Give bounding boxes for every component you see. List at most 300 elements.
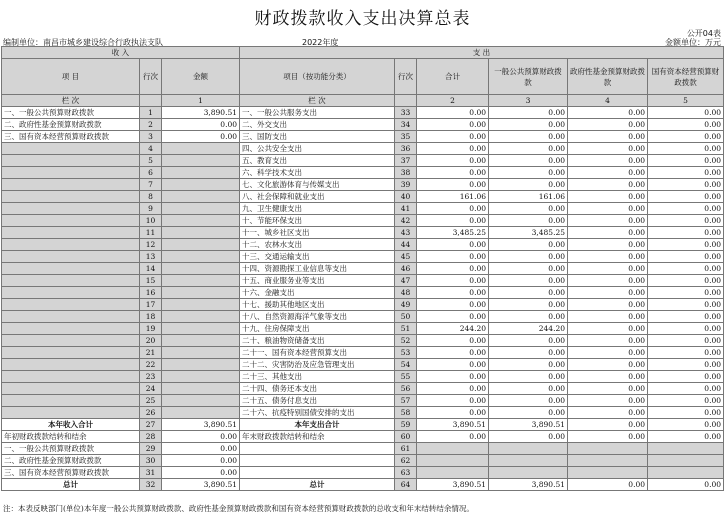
- income-amount: [162, 359, 240, 371]
- expense-general: 0.00: [489, 203, 568, 215]
- income-item: [2, 179, 140, 191]
- table-row: [2, 335, 724, 347]
- income-row-no: 21: [140, 347, 162, 359]
- state-capital-header: 国有资本经营预算财政拨款: [648, 59, 724, 95]
- expense-state: 0.00: [648, 299, 724, 311]
- expense-general: 0.00: [489, 347, 568, 359]
- header-row-2: [2, 59, 724, 95]
- income-amount: 0.00: [162, 443, 240, 455]
- expense-total: 0.00: [417, 335, 489, 347]
- income-item: [2, 167, 140, 179]
- income-item: 总计: [2, 479, 140, 491]
- income-item: [2, 407, 140, 419]
- carryover-row: [2, 431, 724, 443]
- expense-row-no: 52: [395, 335, 417, 347]
- expense-total: 0.00: [417, 167, 489, 179]
- income-amount: [162, 167, 240, 179]
- expense-row-no: 50: [395, 311, 417, 323]
- income-row-no: 3: [140, 131, 162, 143]
- expense-general: 0.00: [489, 131, 568, 143]
- expense-state: 0.00: [648, 191, 724, 203]
- income-amount: [162, 407, 240, 419]
- income-item: [2, 215, 140, 227]
- expense-row-no: 59: [395, 419, 417, 431]
- income-item: 一、一般公共预算财政拨款: [2, 107, 140, 119]
- expense-general: 0.00: [489, 107, 568, 119]
- expense-item: 十五、商业服务业等支出: [240, 275, 395, 287]
- table-row: [2, 359, 724, 371]
- expense-item: 九、卫生健康支出: [240, 203, 395, 215]
- table-row: [2, 251, 724, 263]
- income-row-no: 7: [140, 179, 162, 191]
- income-amount: [162, 323, 240, 335]
- expense-state: 0.00: [648, 407, 724, 419]
- income-item: [2, 311, 140, 323]
- expense-item: 二十二、灾害防治及应急管理支出: [240, 359, 395, 371]
- expense-general: 161.06: [489, 191, 568, 203]
- income-item: [2, 347, 140, 359]
- expense-general: 0.00: [489, 359, 568, 371]
- income-amount: 0.00: [162, 131, 240, 143]
- income-row-no: 14: [140, 263, 162, 275]
- expense-row-no: 41: [395, 203, 417, 215]
- expense-item: 二十三、其他支出: [240, 371, 395, 383]
- table-row: [2, 155, 724, 167]
- income-row-no: 29: [140, 443, 162, 455]
- expense-total: 0.00: [417, 371, 489, 383]
- income-row-no: 2: [140, 119, 162, 131]
- carryover-sub-row: [2, 443, 724, 455]
- income-row-no: 5: [140, 155, 162, 167]
- expense-row-no: 44: [395, 239, 417, 251]
- expense-total: 0.00: [417, 359, 489, 371]
- expense-state: 0.00: [648, 347, 724, 359]
- income-amount: [162, 275, 240, 287]
- column-index: 5: [648, 95, 724, 107]
- expense-general: 0.00: [489, 311, 568, 323]
- expense-fund: 0.00: [568, 479, 648, 491]
- expense-state: 0.00: [648, 479, 724, 491]
- column-index: 4: [568, 95, 648, 107]
- expense-row-no: 55: [395, 371, 417, 383]
- table-row: [2, 383, 724, 395]
- income-amount: 0.00: [162, 119, 240, 131]
- expense-state: 0.00: [648, 107, 724, 119]
- expense-total: 0.00: [417, 239, 489, 251]
- income-row-no: 10: [140, 215, 162, 227]
- expense-row-no: 54: [395, 359, 417, 371]
- expense-state: 0.00: [648, 251, 724, 263]
- income-item: 本年收入合计: [2, 419, 140, 431]
- table-row: [2, 191, 724, 203]
- expense-row-no: 47: [395, 275, 417, 287]
- expense-item: [240, 467, 395, 479]
- table-row: [2, 275, 724, 287]
- income-row-no: 23: [140, 371, 162, 383]
- expense-item: 总计: [240, 479, 395, 491]
- expense-general: 0.00: [489, 299, 568, 311]
- expense-fund: 0.00: [568, 203, 648, 215]
- footnote: 注：本表反映部门(单位)本年度一般公共预算财政拨款、政府性基金预算财政拨款和国有资本经营预算财政拨款的总收支和年末结转结余情况。: [3, 504, 474, 513]
- amount-header: 金额: [162, 59, 240, 95]
- income-row-no: 12: [140, 239, 162, 251]
- expense-state: 0.00: [648, 119, 724, 131]
- income-amount: [162, 251, 240, 263]
- expense-state: 0.00: [648, 167, 724, 179]
- expense-general: 0.00: [489, 239, 568, 251]
- column-label: 栏 次: [240, 95, 395, 107]
- expense-general: 0.00: [489, 407, 568, 419]
- expense-state: 0.00: [648, 359, 724, 371]
- income-amount: [162, 143, 240, 155]
- income-item: 一、一般公共预算财政拨款: [2, 443, 140, 455]
- income-row-no: 17: [140, 299, 162, 311]
- income-row-no: 6: [140, 167, 162, 179]
- expense-item: 二十六、抗疫特别国债安排的支出: [240, 407, 395, 419]
- expense-general: [489, 443, 568, 455]
- expense-row-no: 61: [395, 443, 417, 455]
- income-row-no: 4: [140, 143, 162, 155]
- expense-row-no: 51: [395, 323, 417, 335]
- table-row: [2, 347, 724, 359]
- expense-row-no: 64: [395, 479, 417, 491]
- expense-fund: [568, 467, 648, 479]
- income-item: [2, 227, 140, 239]
- income-amount: 3,890.51: [162, 419, 240, 431]
- table-row: [2, 311, 724, 323]
- expense-general: 3,890.51: [489, 419, 568, 431]
- table-row: [2, 263, 724, 275]
- expense-fund: 0.00: [568, 347, 648, 359]
- expense-total: 0.00: [417, 407, 489, 419]
- expense-header: 支 出: [240, 47, 724, 59]
- expense-item: 十九、住房保障支出: [240, 323, 395, 335]
- expense-row-no: 36: [395, 143, 417, 155]
- income-amount: 0.00: [162, 467, 240, 479]
- expense-fund: 0.00: [568, 167, 648, 179]
- expense-state: 0.00: [648, 239, 724, 251]
- expense-total: 3,890.51: [417, 479, 489, 491]
- income-header: 收 入: [2, 47, 240, 59]
- expense-general: 0.00: [489, 395, 568, 407]
- row-no-header: 行次: [140, 59, 162, 95]
- expense-row-no: 48: [395, 287, 417, 299]
- unit-label: 编制单位：南昌市城乡建设综合行政执法支队: [3, 38, 163, 47]
- expense-state: 0.00: [648, 395, 724, 407]
- column-index: [140, 95, 162, 107]
- column-index: 1: [162, 95, 240, 107]
- table-row: [2, 299, 724, 311]
- expense-fund: 0.00: [568, 359, 648, 371]
- expense-fund: 0.00: [568, 431, 648, 443]
- expense-state: 0.00: [648, 263, 724, 275]
- column-index-row: [2, 95, 724, 107]
- expense-total: [417, 443, 489, 455]
- carryover-sub-row: [2, 467, 724, 479]
- table-row: [2, 323, 724, 335]
- income-row-no: 13: [140, 251, 162, 263]
- income-row-no: 20: [140, 335, 162, 347]
- expense-total: 0.00: [417, 155, 489, 167]
- expense-state: 0.00: [648, 215, 724, 227]
- expense-row-no: 43: [395, 227, 417, 239]
- expense-total: 0.00: [417, 275, 489, 287]
- income-row-no: 32: [140, 479, 162, 491]
- expense-fund: 0.00: [568, 299, 648, 311]
- income-amount: [162, 371, 240, 383]
- expense-fund: 0.00: [568, 131, 648, 143]
- expense-fund: 0.00: [568, 323, 648, 335]
- expense-general: 3,485.25: [489, 227, 568, 239]
- income-item: [2, 287, 140, 299]
- expense-total: 3,485.25: [417, 227, 489, 239]
- income-amount: [162, 335, 240, 347]
- income-amount: [162, 203, 240, 215]
- income-item: [2, 263, 140, 275]
- income-item: [2, 143, 140, 155]
- income-amount: [162, 395, 240, 407]
- report-year: 2022年度: [302, 38, 339, 47]
- expense-item: 五、教育支出: [240, 155, 395, 167]
- func-item-header: 项目（按功能分类）: [240, 59, 395, 95]
- expense-row-no: 58: [395, 407, 417, 419]
- expense-item: 十一、城乡社区支出: [240, 227, 395, 239]
- expense-state: 0.00: [648, 287, 724, 299]
- expense-row-no: 40: [395, 191, 417, 203]
- expense-total: 0.00: [417, 347, 489, 359]
- income-item: [2, 203, 140, 215]
- expense-state: 0.00: [648, 275, 724, 287]
- income-item: [2, 323, 140, 335]
- expense-total: 0.00: [417, 203, 489, 215]
- general-budget-header: 一般公共预算财政拨款: [489, 59, 568, 95]
- expense-state: 0.00: [648, 131, 724, 143]
- income-amount: [162, 179, 240, 191]
- expense-row-no: 46: [395, 263, 417, 275]
- expense-item: 三、国防支出: [240, 131, 395, 143]
- expense-state: 0.00: [648, 143, 724, 155]
- income-item: [2, 335, 140, 347]
- expense-general: 0.00: [489, 431, 568, 443]
- expense-item: 二十、粮油物资储备支出: [240, 335, 395, 347]
- expense-item: 十四、资源勘探工业信息等支出: [240, 263, 395, 275]
- expense-item: 二十四、债务还本支出: [240, 383, 395, 395]
- expense-general: 0.00: [489, 263, 568, 275]
- table-row: [2, 407, 724, 419]
- item-header: 项 目: [2, 59, 140, 95]
- expense-general: 0.00: [489, 167, 568, 179]
- expense-total: [417, 455, 489, 467]
- expense-row-no: 35: [395, 131, 417, 143]
- expense-state: 0.00: [648, 371, 724, 383]
- income-amount: 0.00: [162, 455, 240, 467]
- income-row-no: 15: [140, 275, 162, 287]
- income-row-no: 19: [140, 323, 162, 335]
- income-row-no: 18: [140, 311, 162, 323]
- expense-total: 161.06: [417, 191, 489, 203]
- expense-row-no: 45: [395, 251, 417, 263]
- expense-state: [648, 467, 724, 479]
- expense-general: 0.00: [489, 287, 568, 299]
- total-header: 合计: [417, 59, 489, 95]
- expense-item: 二、外交支出: [240, 119, 395, 131]
- expense-fund: 0.00: [568, 275, 648, 287]
- carryover-sub-row: [2, 455, 724, 467]
- expense-row-no: 62: [395, 455, 417, 467]
- income-row-no: 27: [140, 419, 162, 431]
- expense-row-no: 37: [395, 155, 417, 167]
- expense-total: 0.00: [417, 287, 489, 299]
- grand-total-row: [2, 479, 724, 491]
- expense-fund: 0.00: [568, 407, 648, 419]
- expense-total: 0.00: [417, 251, 489, 263]
- expense-fund: 0.00: [568, 119, 648, 131]
- expense-row-no: 39: [395, 179, 417, 191]
- expense-item: 十八、自然资源海洋气象等支出: [240, 311, 395, 323]
- expense-item: [240, 455, 395, 467]
- table-row: [2, 395, 724, 407]
- expense-item: 四、公共安全支出: [240, 143, 395, 155]
- income-row-no: 31: [140, 467, 162, 479]
- expense-row-no: 60: [395, 431, 417, 443]
- income-amount: [162, 215, 240, 227]
- expense-total: 0.00: [417, 143, 489, 155]
- expense-fund: 0.00: [568, 143, 648, 155]
- expense-general: [489, 467, 568, 479]
- expense-total: 0.00: [417, 107, 489, 119]
- column-index: [395, 95, 417, 107]
- expense-general: 0.00: [489, 215, 568, 227]
- form-code: 公开04表: [686, 29, 721, 38]
- expense-total: 0.00: [417, 119, 489, 131]
- table-row: [2, 143, 724, 155]
- expense-total: 0.00: [417, 395, 489, 407]
- expense-row-no: 34: [395, 119, 417, 131]
- income-item: [2, 239, 140, 251]
- expense-state: [648, 443, 724, 455]
- expense-fund: 0.00: [568, 263, 648, 275]
- income-item: [2, 359, 140, 371]
- expense-general: 3,890.51: [489, 479, 568, 491]
- expense-total: 244.20: [417, 323, 489, 335]
- expense-state: 0.00: [648, 179, 724, 191]
- income-item: [2, 383, 140, 395]
- expense-general: 0.00: [489, 383, 568, 395]
- expense-fund: 0.00: [568, 371, 648, 383]
- income-item: 二、政府性基金预算财政拨款: [2, 119, 140, 131]
- expense-state: 0.00: [648, 323, 724, 335]
- expense-general: 0.00: [489, 155, 568, 167]
- expense-general: 0.00: [489, 275, 568, 287]
- income-item: [2, 299, 140, 311]
- expense-item: 一、一般公共服务支出: [240, 107, 395, 119]
- expense-fund: 0.00: [568, 335, 648, 347]
- income-row-no: 26: [140, 407, 162, 419]
- income-amount: [162, 299, 240, 311]
- table-row: [2, 203, 724, 215]
- expense-fund: 0.00: [568, 239, 648, 251]
- income-item: 三、国有资本经营预算财政拨款: [2, 131, 140, 143]
- table-row: [2, 371, 724, 383]
- header-row-1: [2, 47, 724, 59]
- expense-state: 0.00: [648, 155, 724, 167]
- budget-summary-table: [1, 46, 724, 491]
- expense-general: 0.00: [489, 251, 568, 263]
- table-row: [2, 107, 724, 119]
- expense-fund: [568, 455, 648, 467]
- expense-total: 3,890.51: [417, 419, 489, 431]
- expense-general: 244.20: [489, 323, 568, 335]
- expense-fund: [568, 443, 648, 455]
- expense-item: 七、文化旅游体育与传媒支出: [240, 179, 395, 191]
- income-amount: [162, 155, 240, 167]
- income-amount: [162, 227, 240, 239]
- expense-item: 十七、援助其他地区支出: [240, 299, 395, 311]
- expense-item: 十二、农林水支出: [240, 239, 395, 251]
- income-row-no: 25: [140, 395, 162, 407]
- expense-item: 二十五、债务付息支出: [240, 395, 395, 407]
- income-row-no: 11: [140, 227, 162, 239]
- expense-fund: 0.00: [568, 311, 648, 323]
- expense-fund: 0.00: [568, 395, 648, 407]
- expense-row-no: 53: [395, 347, 417, 359]
- income-amount: [162, 263, 240, 275]
- expense-row-no: 49: [395, 299, 417, 311]
- expense-row-no: 57: [395, 395, 417, 407]
- income-amount: [162, 287, 240, 299]
- income-item: 二、政府性基金预算财政拨款: [2, 455, 140, 467]
- report-title: 财政拨款收入支出决算总表: [254, 9, 471, 29]
- income-item: [2, 155, 140, 167]
- income-item: 三、国有资本经营预算财政拨款: [2, 467, 140, 479]
- expense-fund: 0.00: [568, 419, 648, 431]
- expense-total: 0.00: [417, 311, 489, 323]
- income-item: [2, 371, 140, 383]
- table-row: [2, 119, 724, 131]
- expense-general: 0.00: [489, 143, 568, 155]
- income-amount: 3,890.51: [162, 107, 240, 119]
- expense-total: 0.00: [417, 179, 489, 191]
- expense-general: 0.00: [489, 371, 568, 383]
- expense-item: 六、科学技术支出: [240, 167, 395, 179]
- column-label: 栏 次: [2, 95, 140, 107]
- expense-item: 十六、金融支出: [240, 287, 395, 299]
- table-row: [2, 287, 724, 299]
- income-item: [2, 251, 140, 263]
- year-total-row: [2, 419, 724, 431]
- income-item: [2, 191, 140, 203]
- income-row-no: 9: [140, 203, 162, 215]
- expense-general: [489, 455, 568, 467]
- expense-row-no: 42: [395, 215, 417, 227]
- income-row-no: 28: [140, 431, 162, 443]
- income-item: 年初财政拨款结转和结余: [2, 431, 140, 443]
- income-amount: [162, 347, 240, 359]
- expense-item: 十三、交通运输支出: [240, 251, 395, 263]
- table-row: [2, 167, 724, 179]
- income-amount: [162, 311, 240, 323]
- income-row-no: 22: [140, 359, 162, 371]
- income-amount: 3,890.51: [162, 479, 240, 491]
- expense-general: 0.00: [489, 119, 568, 131]
- column-index: 3: [489, 95, 568, 107]
- table-row: [2, 227, 724, 239]
- income-item: [2, 395, 140, 407]
- row-no-header: 行次: [395, 59, 417, 95]
- expense-item: 八、社会保障和就业支出: [240, 191, 395, 203]
- expense-fund: 0.00: [568, 179, 648, 191]
- expense-row-no: 33: [395, 107, 417, 119]
